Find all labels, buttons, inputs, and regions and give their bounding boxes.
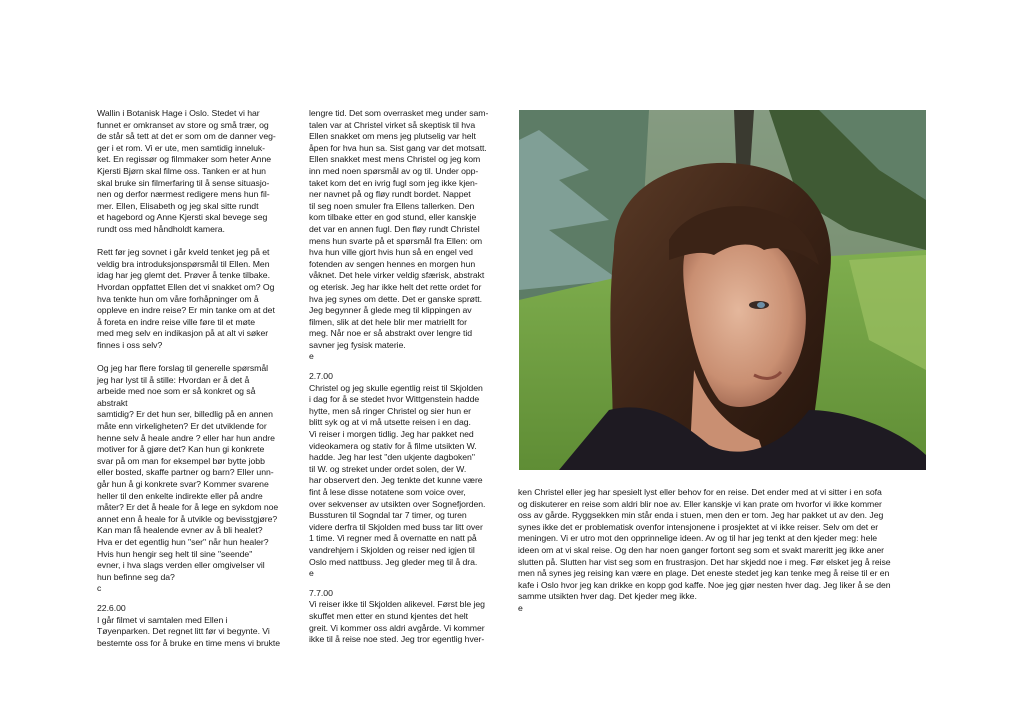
- text-column-1: [97, 108, 302, 649]
- paragraph-skjolden-trip: Christel og jeg skulle egentlig reist til Skjolden i dag for å se stedet hvor Wittgenstein hadde hytte, men så ringer Christel og sier hun er blitt syk og at vi må utsette reisen i en dag. Vi reiser i morgen tidlig. Jeg har pakket ned videokamera og stativ for å filme utsikten W. hadde. Jeg har lest "den ukjente dagboken" til W. og streket under ordet solen, der W. har observert den. Jeg tenkte det kunne være fint å lese disse notatene som voice over, over sekvenser av utsikten over Sognefjorden. Bussturen til Sogndal tar 7 timer, og turen videre derfra til Skjolden med buss tar litt over 1 time. Vi regner med å overnatte en natt på vandrehjem i Skjolden og reiser ned igjen til Oslo med nattbuss. Jeg gleder meg til å dra.: [309, 382, 486, 567]
- entry-date: 2.7.00: [309, 371, 333, 382]
- text-column-3: [518, 487, 926, 615]
- paragraph-trip-cancelled: Vi reiser ikke til Skjolden alikevel. Først ble jeg skuffet men etter en stund kjentes det helt greit. Vi kommer oss aldri avgårde. Vi kommer ikke til å reise noe sted. Jeg tror egentlig hver-: [309, 599, 485, 645]
- signature-mark: e: [309, 568, 314, 579]
- signature-mark: c: [97, 583, 102, 594]
- paragraph-introduction-question: Rett før jeg sovnet i går kveld tenket jeg på et veldig bra introduksjonspørsmål til Ellen. Men idag har jeg glemt det. Prøver å tenke tilbake. Hvordan oppfattet Ellen det vi snakket om? Og hva tenkte hun om våre forhåpninger om å oppleve en indre reise? Er min tanke om at det å foreta en indre reise ville føre til et møte med meg selv en indikasjon på at alt vi søker finnes i oss selv?: [97, 247, 275, 350]
- signature-mark: e: [309, 351, 314, 362]
- paragraph-toyenparken: I går filmet vi samtalen med Ellen i Tøyenparken. Det regnet litt før vi begynte. Vi bestemte oss for å bruke en time mens vi brukte: [97, 614, 281, 648]
- entry-date: 22.6.00: [97, 602, 126, 613]
- paragraph-general-questions: Og jeg har flere forslag til generelle spørsmål jeg har lyst til å stille: Hvordan er å det å arbeide med noe som er så konkret og så abstrakt samtidig? Er det hun ser, billedlig på en annen måte enn virkeligheten? Er det utviklende for henne selv å heale andre ? eller har hun andre motiver for å gjøre det? Kan hun gi konkrete svar på om man for eksempel bør bytte jobb eller bosted, skaffe partner og barn? Eller unn- går hun å gi konkrete svar? Kommer svarene heller til den enkelte indirekte eller på andre måter? Er det å heale for å lege en sykdom noe annet enn å heale for å utvikle og bevisstgjøre? Kan man få healende evner av å bli healet? Hva er det egentlig hun "ser" når hun healer? Hvis hun hengir seg helt til sine "seende" evner, i hva slags verden eller omgivelser vil hun befinne seg da?: [97, 363, 279, 582]
- paragraph-botanisk-hage: Wallin i Botanisk Hage i Oslo. Stedet vi har funnet er omkranset av store og små trær, og de står så tett at det er som om de danner veg- ger i et rom. Vi er ute, men samtidig inneluk- ket. En regissør og filmmaker som heter Anne Kjersti Bjørn skal filme oss. Tanken er at hun skal bruke sin filmerfaring til å sense situasjo- nen og derfor nærmest redigere mens hun fil- mer. Ellen, Elisabeth og jeg skal sitte rundt et hagebord og Anne Kjersti skal bevege seg rundt oss med håndholdt kamera.: [97, 108, 276, 234]
- portrait-photo: [519, 110, 926, 470]
- paragraph-recording: lengre tid. Det som overrasket meg under sam- talen var at Christel virket så skeptisk til hva Ellen snakket om mens jeg plutselig var helt åpen for hva hun sa. Sist gang var det motsatt. Ellen snakket mest mens Christel og jeg kom inn med noen spørsmål av og til. Under opp- taket kom det en ivrig fugl som jeg ikke kjen- ner navnet på og fløy rundt bordet. Nappet til seg noen smuler fra Ellens tallerken. Den kom tilbake etter en god stund, eller kanskje det var en annen fugl. Den fløy rundt Christel mens hun svarte på et spørsmål fra Ellen: om hva hun ville gjort hvis hun så en engel ved fotenden av sengen hennes en morgen hun våknet. Det hele virker veldig sfærisk, abstrakt og eterisk. Jeg har ikke helt det rette ordet for hva jeg synes om dette. Det er ganske sprøtt. Jeg begynner å glede meg til klippingen av filmen, slik at det hele blir mer matriellt for meg. Når noe er så abstrakt over lengre tid savner jeg fysisk materie.: [309, 108, 489, 350]
- text-column-2: [309, 108, 505, 646]
- entry-date: 7.7.00: [309, 587, 333, 598]
- paragraph-no-travel: ken Christel eller jeg har spesielt lyst eller behov for en reise. Det ender med at vi sitter i en sofa og diskuterer en reise som aldri blir noe av. Eller kanskje vi kan prate om hvorfor vi ikke kommer oss av gårde. Ryggsekken min står enda i stuen, men den er tom. Jeg har pakket ut av den. Jeg synes ikke det er problematisk ovenfor intensjonene i prosjektet at vi ikke reiser. Selv om det er meningen. Vi er utro mot den opprinnelige ideen. Av og til har jeg tenkt at den kjeder meg: hele ideen om at vi skal reise. Og den har noen ganger fortont seg som et svakt mareritt jeg ikke aner slutten på. Slutten har vist seg som en frustrasjon. Det har skjedd noe i meg. Før elsket jeg å reise men nå synes jeg reising kan være en plage. Det eneste stedet jeg kan tenke meg å reise til er en kafe i Oslo hvor jeg kan drikke en kopp god kaffe. Noe jeg gjør nesten hver dag. Jeg liker å se den samme utsikten hver dag. Det kjeder meg ikke.: [518, 487, 891, 602]
- signature-mark: e: [518, 602, 523, 613]
